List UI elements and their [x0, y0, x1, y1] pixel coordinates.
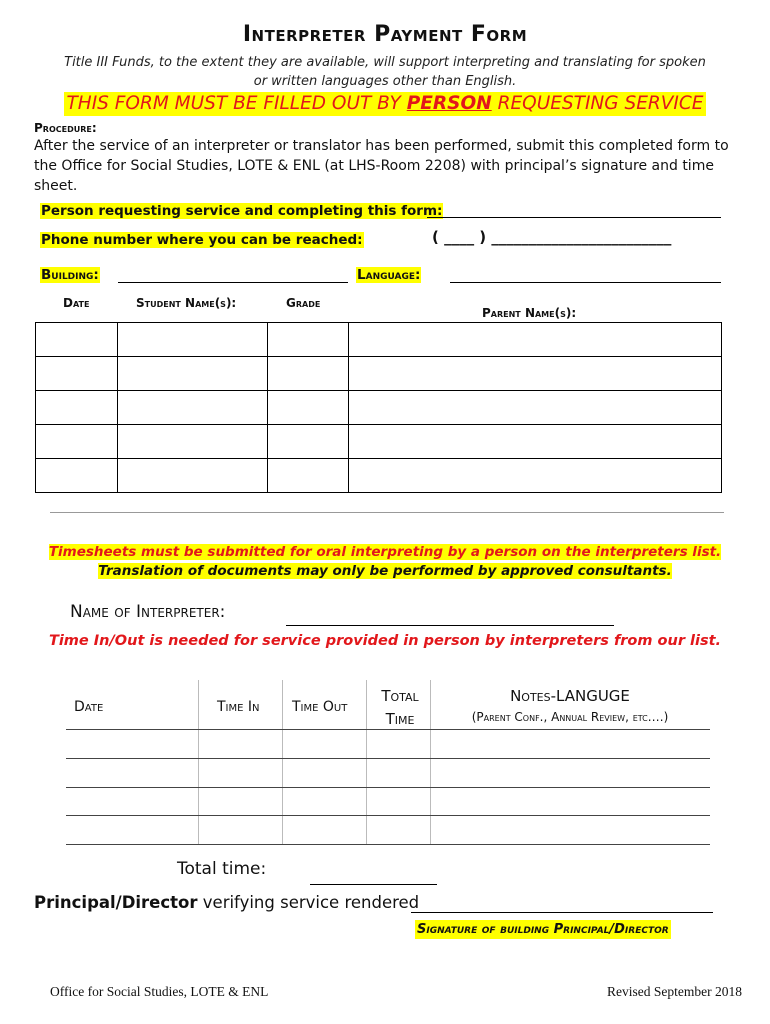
banner: [0, 92, 770, 116]
banner-pre: THIS FORM MUST BE FILLED OUT BY: [66, 93, 407, 114]
signature-label: Signature of building Principal/Director: [417, 922, 669, 937]
interpreter-name-label: Name of Interpreter:: [70, 602, 226, 622]
banner-text: [64, 92, 705, 116]
time-col-notes-1: Notes-LANGUGE: [510, 687, 630, 705]
time-divider-1: [198, 680, 199, 844]
cell-date[interactable]: [36, 357, 118, 391]
person-field[interactable]: [427, 217, 721, 218]
principal-rest: verifying service rendered: [197, 893, 420, 912]
interpreter-name-field[interactable]: [286, 625, 614, 626]
col-parent-name: Parent Name(s):: [482, 306, 577, 320]
signature-label-wrap: [415, 918, 671, 937]
cell-parent[interactable]: [348, 459, 721, 493]
time-col-total-2: Time: [385, 710, 415, 728]
col-date: Date: [63, 296, 90, 310]
time-row-line[interactable]: [66, 758, 710, 759]
total-time-label: Total time:: [177, 859, 267, 879]
table-row: [36, 391, 722, 425]
table-row: [36, 459, 722, 493]
phone-label: Phone number where you can be reached:: [41, 232, 363, 248]
cell-date[interactable]: [36, 391, 118, 425]
cell-parent[interactable]: [348, 357, 721, 391]
time-divider-2: [282, 680, 283, 844]
time-row-line[interactable]: [66, 729, 710, 730]
cell-student[interactable]: [117, 391, 267, 425]
cell-parent[interactable]: [348, 323, 721, 357]
footer-revised: Revised September 2018: [607, 984, 742, 999]
cell-date[interactable]: [36, 425, 118, 459]
table-row: [36, 425, 722, 459]
cell-parent[interactable]: [348, 391, 721, 425]
table-row: [36, 323, 722, 357]
building-field[interactable]: [118, 282, 348, 283]
table-row: [36, 357, 722, 391]
time-col-total-1: Total: [381, 687, 419, 705]
language-label: Language:: [357, 267, 421, 283]
principal-line: [34, 893, 419, 912]
procedure-text: After the service of an interpreter or translator has been performed, submit this completed form to the Office for Social Studies, LOTE & ENL (at LHS-Room 2208) with principal’s signature and time sheet.: [34, 138, 729, 194]
cell-date[interactable]: [36, 323, 118, 357]
person-label-wrap: [40, 200, 443, 219]
time-row-line[interactable]: [66, 844, 710, 845]
banner-emphasis: PERSON: [406, 93, 492, 114]
form-title: Interpreter Payment Form: [242, 22, 528, 47]
footer-office: Office for Social Studies, LOTE & ENL: [50, 984, 269, 999]
total-time-field[interactable]: [310, 884, 437, 885]
phone-label-wrap: [40, 229, 364, 248]
language-label-wrap: [356, 264, 421, 283]
time-col-date: Date: [74, 699, 104, 715]
notice-translation-wrap: [0, 560, 770, 579]
building-label-wrap: [40, 264, 100, 283]
time-col-out: Time Out: [292, 699, 348, 715]
notice-timesheets-wrap: [0, 541, 770, 560]
person-label: Person requesting service and completing this form:: [41, 203, 443, 219]
language-field[interactable]: [450, 282, 721, 283]
col-student-name: Student Name(s):: [136, 296, 237, 310]
form-subtitle: Title III Funds, to the extent they are available, will support interpreting and translating for spoken or written languages other than English.: [64, 55, 706, 89]
cell-student[interactable]: [117, 425, 267, 459]
time-divider-4: [430, 680, 431, 844]
banner-post: REQUESTING SERVICE: [491, 93, 704, 114]
cell-student[interactable]: [117, 323, 267, 357]
cell-student[interactable]: [117, 357, 267, 391]
cell-grade[interactable]: [267, 459, 348, 493]
principal-signature-field[interactable]: [411, 912, 713, 913]
section-divider: [50, 512, 724, 513]
time-note: Time In/Out is needed for service provided in person by interpreters from our list.: [48, 633, 722, 649]
time-row-line[interactable]: [66, 787, 710, 788]
time-row-line[interactable]: [66, 815, 710, 816]
cell-grade[interactable]: [267, 425, 348, 459]
cell-date[interactable]: [36, 459, 118, 493]
time-col-in: Time In: [217, 699, 260, 715]
phone-field[interactable]: ( ____ ) ________________________: [432, 228, 672, 246]
notice-translation: Translation of documents may only be performed by approved consultants.: [98, 563, 672, 579]
cell-student[interactable]: [117, 459, 267, 493]
cell-grade[interactable]: [267, 357, 348, 391]
time-divider-3: [366, 680, 367, 844]
cell-parent[interactable]: [348, 425, 721, 459]
student-table: [35, 322, 722, 493]
time-col-notes-2: (Parent Conf., Annual Review, etc.…): [471, 710, 669, 724]
cell-grade[interactable]: [267, 323, 348, 357]
cell-grade[interactable]: [267, 391, 348, 425]
principal-label: Principal/Director: [34, 893, 198, 912]
building-label: Building:: [41, 267, 99, 283]
procedure-label: Procedure:: [34, 121, 97, 135]
col-grade: Grade: [286, 296, 321, 310]
notice-timesheets: Timesheets must be submitted for oral interpreting by a person on the interpreters list.: [48, 544, 722, 560]
